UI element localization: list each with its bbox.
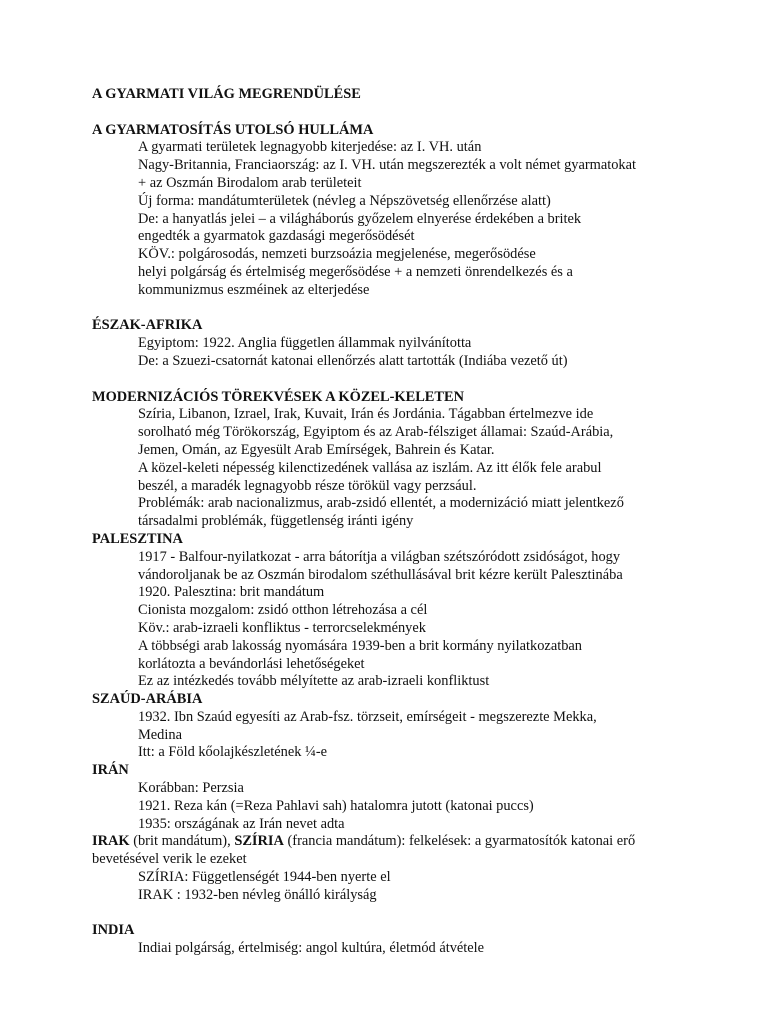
text-line: De: a Szuezi-csatornát katonai ellenőrzés alatt tartották (Indiába vezető út) <box>138 352 568 369</box>
text-line: vándoroljanak be az Oszmán birodalom széthullásával brit kézre került Palesztinába <box>138 566 623 583</box>
text-line: A többségi arab lakosság nyomására 1939-ben a brit kormány nyilatkozatban <box>138 637 582 654</box>
sziria-mandate-text: (francia mandátum): felkelések: a gyarmatosítók katonai erő <box>283 833 636 850</box>
text-line: korlátozta a bevándorlási lehetőségeket <box>138 655 365 672</box>
section-heading: A GYARMATOSÍTÁS UTOLSÓ HULLÁMA <box>92 121 374 138</box>
text-line: SZÍRIA: Függetlenségét 1944-ben nyerte el <box>138 869 391 886</box>
text-line: sorolható még Törökország, Egyiptom és az Arab-félsziget államai: Szaúd-Arábia, <box>138 424 614 441</box>
section-palesztina <box>92 531 712 691</box>
text-line: helyi polgárság és értelmiség megerősödése + a nemzeti önrendelkezés és a <box>138 263 573 280</box>
text-line: Szíria, Libanon, Izrael, Irak, Kuvait, Irán és Jordánia. Tágabban értelmezve ide <box>138 406 594 423</box>
document-title: A GYARMATI VILÁG MEGRENDÜLÉSE <box>92 86 361 102</box>
text-line: Cionista mozgalom: zsidó otthon létrehozása a cél <box>138 602 428 619</box>
section-heading: MODERNIZÁCIÓS TÖREKVÉSEK A KÖZEL-KELETEN <box>92 388 464 405</box>
text-line: A közel-keleti népesség kilenctizedének vallása az iszlám. Az itt élők fele arabul <box>138 459 602 476</box>
text-line: bevetésével verik le ezeket <box>92 851 247 868</box>
section-heading: INDIA <box>92 922 135 939</box>
spacer <box>92 300 712 318</box>
text-line: A gyarmati területek legnagyobb kiterjedése: az I. VH. után <box>138 139 482 156</box>
section-india <box>92 922 712 958</box>
spacer <box>92 371 712 389</box>
text-line: Itt: a Föld kőolajkészletének ¼-e <box>138 744 328 761</box>
spacer <box>92 104 712 122</box>
spacer <box>92 905 712 923</box>
irak-label: IRAK <box>92 833 130 850</box>
text-line: Medina <box>138 726 182 743</box>
text-line: De: a hanyatlás jelei – a világháborús győzelem elnyerése érdekében a britek <box>138 210 582 227</box>
text-line: IRAK : 1932-ben névleg önálló királyság <box>138 886 377 903</box>
irak-mandate-text: (brit mandátum), <box>129 833 235 850</box>
text-line: 1920. Palesztina: brit mandátum <box>138 584 325 601</box>
text-line: Jemen, Omán, az Egyesült Arab Emírségek, Bahrein és Katar. <box>138 441 495 458</box>
text-line: beszél, a maradék legnagyobb része törökül vagy perzsául. <box>138 477 477 494</box>
text-line: kommunizmus eszméinek az elterjedése <box>138 281 370 298</box>
section-heading: PALESZTINA <box>92 530 183 547</box>
text-line: Ez az intézkedés tovább mélyítette az arab-izraeli konfliktust <box>138 673 490 690</box>
text-line: Problémák: arab nacionalizmus, arab-zsidó ellentét, a modernizáció miatt jelentkező <box>138 495 624 512</box>
text-line: 1917 - Balfour-nyilatkozat - arra bátorítja a világban szétszóródott zsidóságot, hogy <box>138 548 621 565</box>
document-body <box>92 86 712 958</box>
text-line: KÖV.: polgárosodás, nemzeti burzsoázia megjelenése, megerősödése <box>138 246 536 263</box>
text-line: társadalmi problémák, függetlenség iránti igény <box>138 513 414 530</box>
text-line: Köv.: arab-izraeli konfliktus - terrorcselekmények <box>138 619 426 636</box>
section-kozel-kelet <box>92 389 712 531</box>
text-line: Egyiptom: 1922. Anglia független állammak nyilvánította <box>138 335 472 352</box>
section-gyarmatositas <box>92 122 712 300</box>
text-line: 1921. Reza kán (=Reza Pahlavi sah) hatalomra jutott (katonai puccs) <box>138 797 534 814</box>
section-szaud-arabia <box>92 691 712 762</box>
section-iran <box>92 762 712 833</box>
text-line: + az Oszmán Birodalom arab területeit <box>138 174 362 191</box>
section-heading: ÉSZAK-AFRIKA <box>92 317 203 334</box>
sziria-label: SZÍRIA <box>234 833 284 850</box>
text-line: engedték a gyarmatok gazdasági megerősödését <box>138 228 415 245</box>
text-line: Indiai polgárság, értelmiség: angol kultúra, életmód átvétele <box>138 940 485 957</box>
text-line: 1935: országának az Irán nevet adta <box>138 815 345 832</box>
section-eszak-afrika <box>92 317 712 370</box>
text-line: Korábban: Perzsia <box>138 780 244 797</box>
section-irak-sziria <box>92 833 712 904</box>
text-line: Új forma: mandátumterületek (névleg a Népszövetség ellenőrzése alatt) <box>138 192 551 209</box>
section-heading: SZAÚD-ARÁBIA <box>92 691 203 708</box>
text-line: 1932. Ibn Szaúd egyesíti az Arab-fsz. törzseit, emírségeit - megszerezte Mekka, <box>138 708 597 725</box>
mixed-heading-line <box>92 833 712 851</box>
section-heading: IRÁN <box>92 762 129 779</box>
text-line: Nagy-Britannia, Franciaország: az I. VH. után megszerezték a volt német gyarmatokat <box>138 157 637 174</box>
